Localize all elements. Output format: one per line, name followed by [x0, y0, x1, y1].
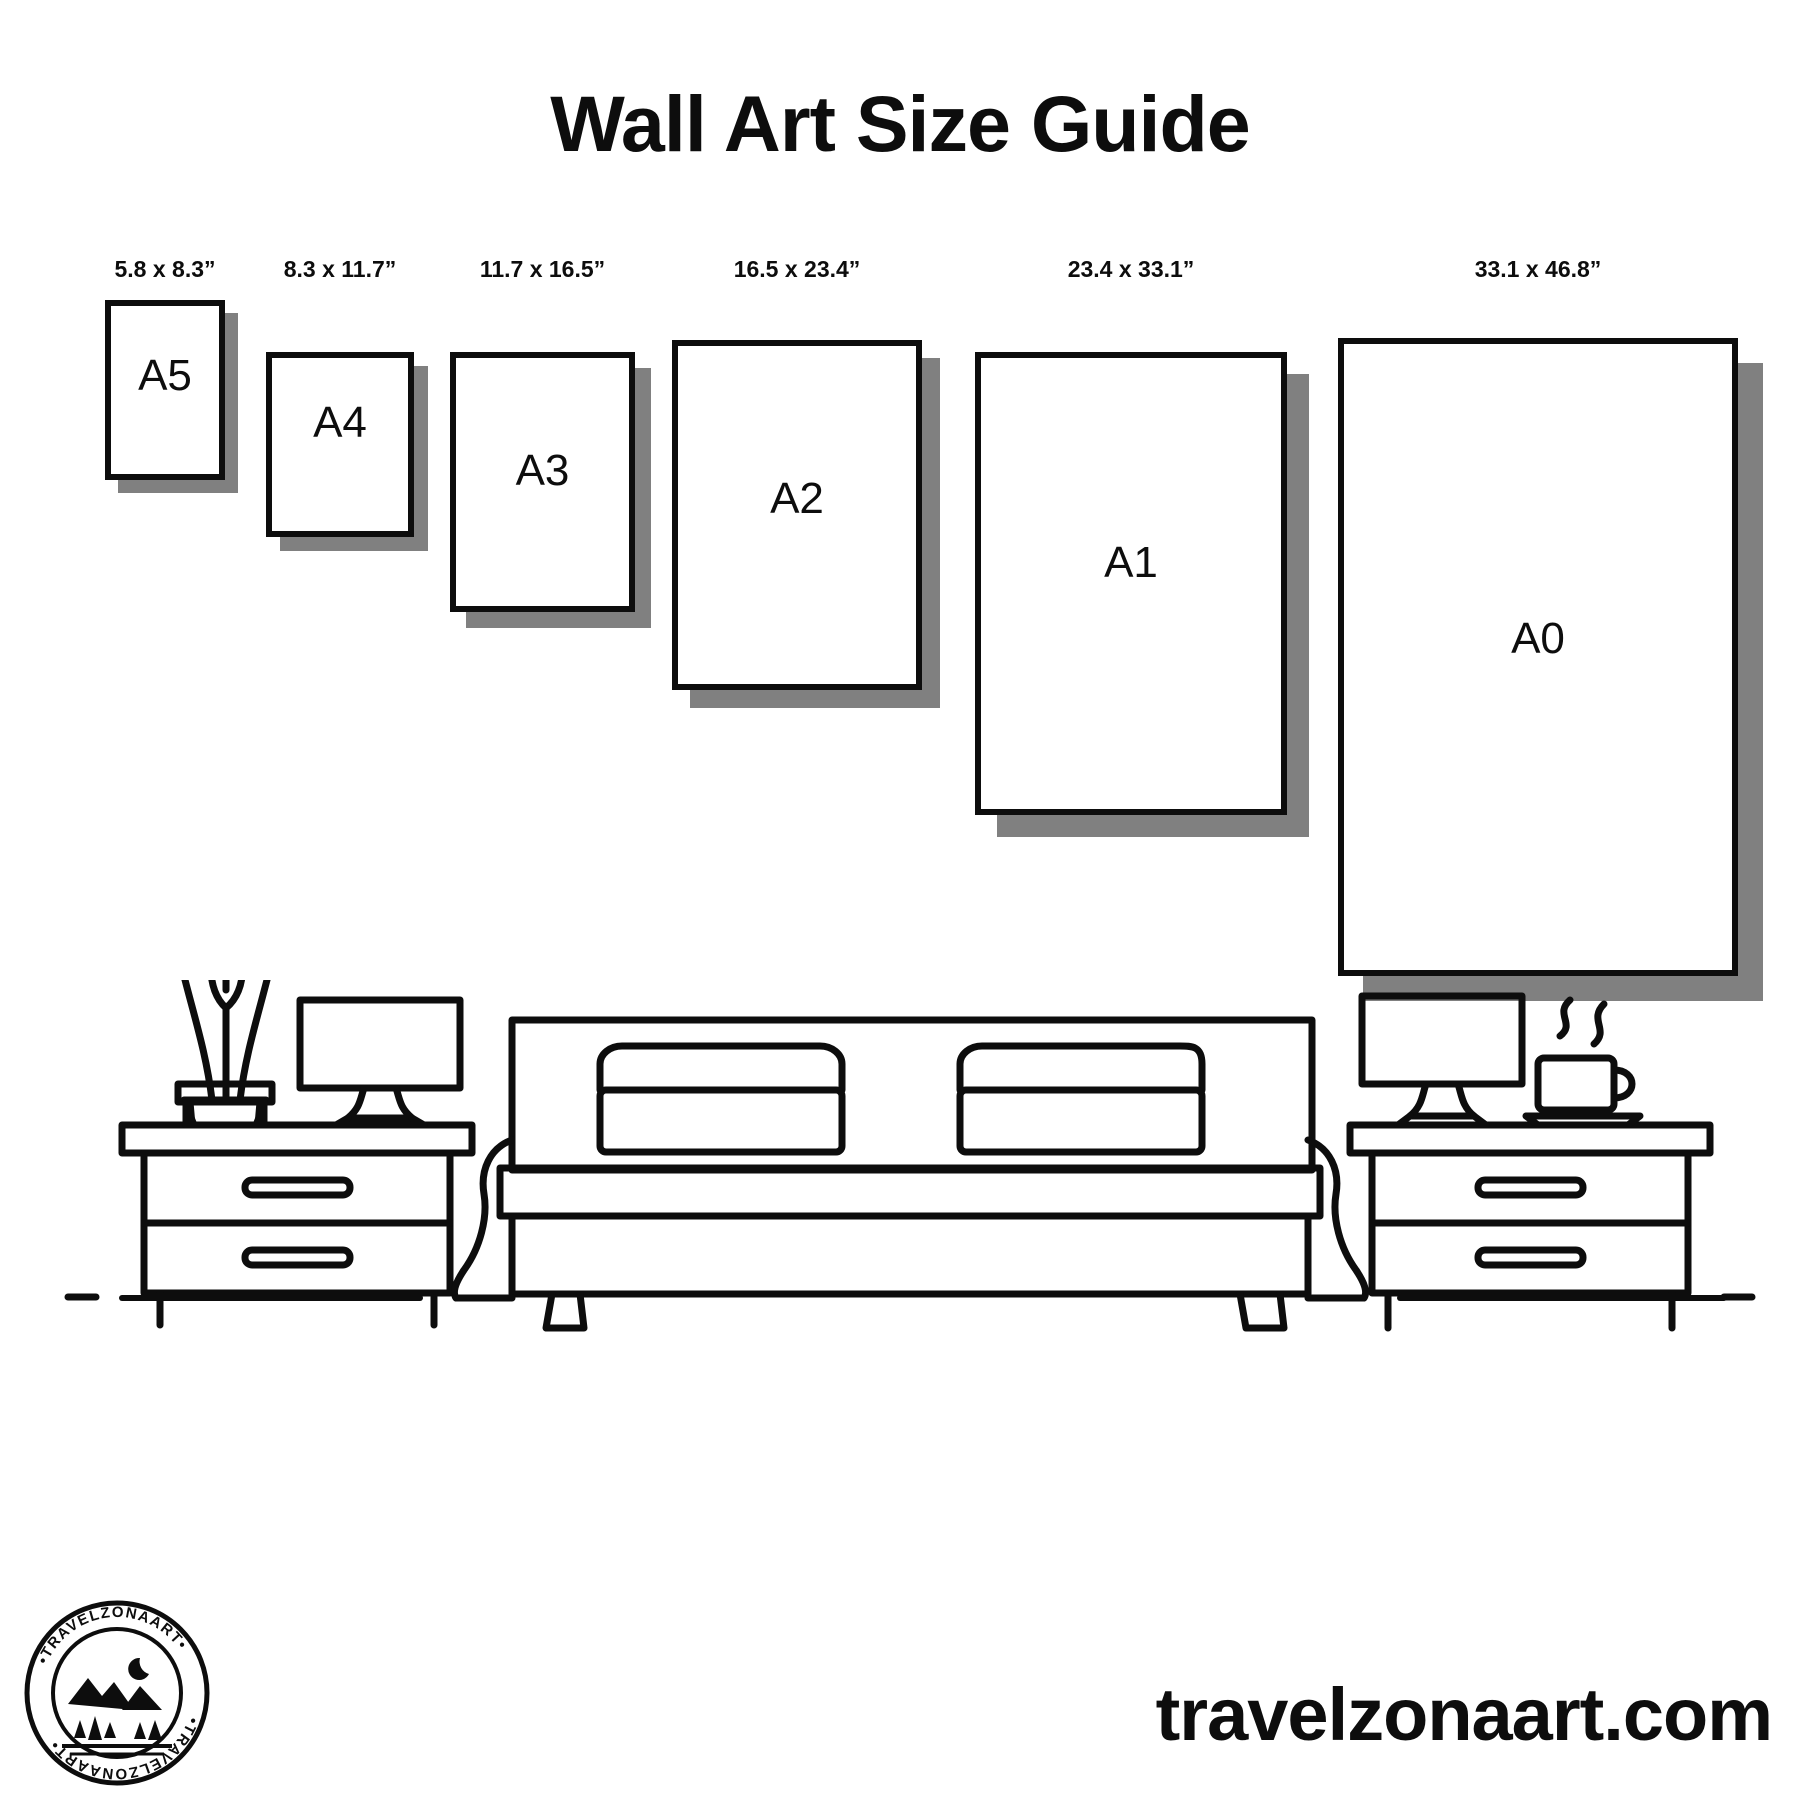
coffee-cup [1526, 1000, 1640, 1125]
nightstand-left [122, 1125, 472, 1325]
frame-caption-a1: 23.4 x 33.1” [1067, 256, 1195, 282]
svg-text:•TRAVELZONAART• [34, 1604, 191, 1667]
frame-label-a1: A1 [1104, 538, 1158, 587]
frame-box-a2[interactable] [672, 340, 922, 690]
vase-with-plant [159, 980, 294, 1125]
frame-group-a3[interactable] [450, 256, 635, 612]
logo-ring-text-bottom: •TRAVELZONAART• [46, 1715, 202, 1783]
nightstand-right [1350, 1125, 1724, 1328]
logo-emblem [62, 1658, 172, 1754]
frame-group-a0[interactable] [1338, 256, 1738, 976]
table-lamp-left [300, 1000, 460, 1125]
logo-ring-text-top: •TRAVELZONAART• [34, 1603, 191, 1667]
frame-label-a4: A4 [313, 398, 367, 447]
brand-logo[interactable] [22, 1598, 212, 1788]
page-title: Wall Art Size Guide [550, 79, 1250, 168]
website-url[interactable]: travelzonaart.com [1155, 1673, 1772, 1756]
frame-caption-a3: 11.7 x 16.5” [479, 256, 606, 282]
frame-label-a3: A3 [515, 446, 570, 495]
frame-box-a0[interactable] [1338, 338, 1738, 976]
frame-group-a2[interactable] [672, 256, 922, 690]
frame-caption-a2: 16.5 x 23.4” [733, 256, 861, 282]
frame-box-a4[interactable] [266, 352, 414, 537]
frame-box-a3[interactable] [450, 352, 635, 612]
frame-group-a5[interactable] [105, 256, 225, 480]
frame-caption-a5: 5.8 x 8.3” [114, 256, 216, 282]
frame-group-a1[interactable] [975, 256, 1287, 815]
frame-label-a5: A5 [138, 351, 192, 400]
frame-label-a0: A0 [1511, 614, 1565, 663]
frame-label-a2: A2 [770, 474, 824, 523]
frame-caption-a0: 33.1 x 46.8” [1474, 256, 1602, 282]
frame-box-a5[interactable] [105, 300, 225, 480]
bed [454, 1020, 1365, 1328]
bedroom-scene-illustration [60, 980, 1760, 1510]
table-lamp-right [1362, 996, 1522, 1125]
frame-caption-a4: 8.3 x 11.7” [283, 256, 397, 282]
frame-group-a4[interactable] [266, 256, 414, 537]
frame-box-a1[interactable] [975, 352, 1287, 815]
